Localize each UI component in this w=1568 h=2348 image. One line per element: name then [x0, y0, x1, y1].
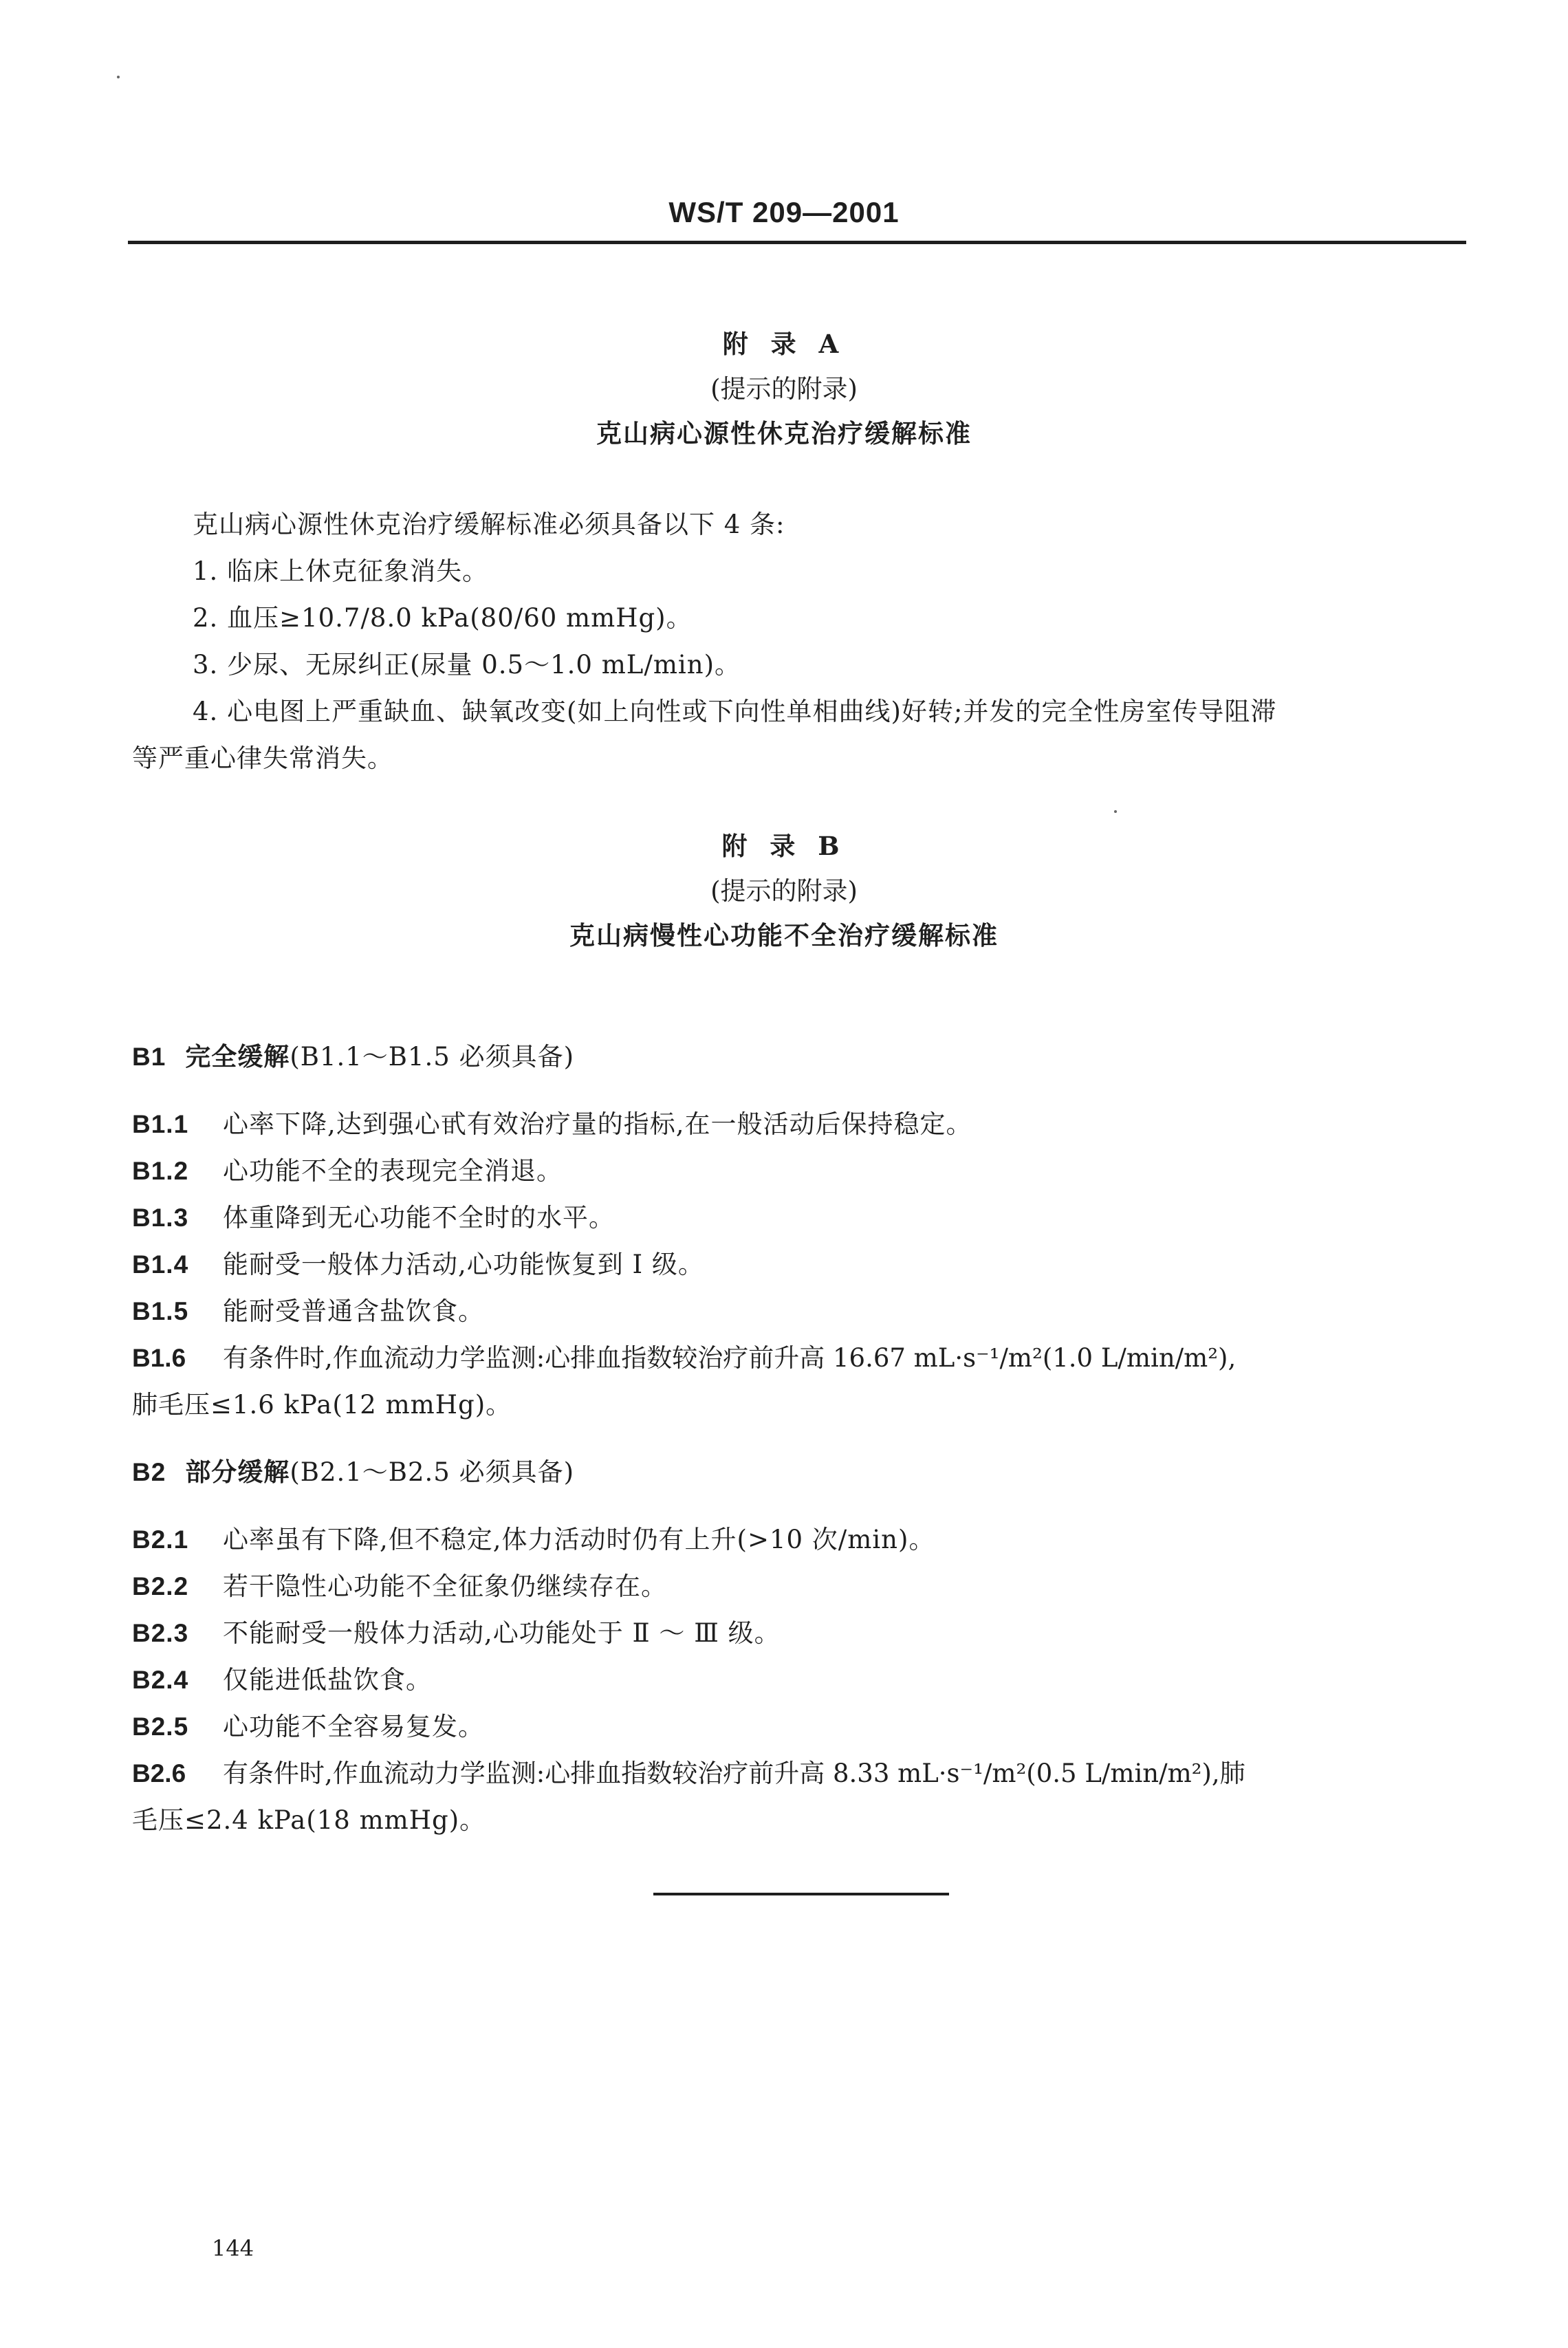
section-b1-number: B1: [132, 1043, 166, 1071]
section-b1-title: 完全缓解: [185, 1041, 290, 1072]
clause-b1-3: [132, 1197, 615, 1234]
clause-text: 心功能不全容易复发。: [223, 1712, 484, 1741]
annex-a-item-2: 2. 血压≥10.7/8.0 kPa(80/60 mmHg)。: [193, 603, 693, 633]
annex-a-item-4: 4. 心电图上严重缺血、缺氧改变(如上向性或下向性单相曲线)好转;并发的完全性房室传导阻滞: [193, 697, 1277, 726]
clause-b1-6-continuation: 肺毛压≤1.6 kPa(12 mmHg)。: [132, 1390, 512, 1420]
clause-number: B1.3: [132, 1204, 189, 1232]
annex-a-item-3: 3. 少尿、无尿纠正(尿量 0.5～1.0 mL/min)。: [193, 650, 741, 680]
clause-b2-3: [132, 1612, 781, 1649]
clause-b2-1: [132, 1519, 935, 1556]
clause-text: 心功能不全的表现完全消退。: [223, 1156, 563, 1186]
end-rule: [653, 1893, 949, 1895]
clause-b1-6: [132, 1337, 1236, 1374]
scan-speck: [1114, 810, 1117, 813]
annex-b-note: (提示的附录): [710, 876, 858, 906]
clause-number: B2.1: [132, 1525, 189, 1554]
page-number: 144: [212, 2235, 254, 2261]
clause-b1-1: [132, 1103, 972, 1140]
clause-text: 不能耐受一般体力活动,心功能处于 Ⅱ ～ Ⅲ 级。: [223, 1618, 781, 1648]
section-b2-heading: [132, 1451, 574, 1488]
section-b2-number: B2: [132, 1458, 166, 1486]
clause-number: B1.4: [132, 1250, 189, 1279]
clause-number: B1.2: [132, 1157, 189, 1185]
annex-b-title: 克山病慢性心功能不全治疗缓解标准: [569, 920, 999, 950]
clause-b1-4: [132, 1243, 704, 1281]
clause-b2-6-continuation: 毛压≤2.4 kPa(18 mmHg)。: [132, 1805, 486, 1835]
clause-text: 有条件时,作血流动力学监测:心排血指数较治疗前升高 8.33 mL·s⁻¹/m²(0.5 L/min/m²),肺: [223, 1759, 1245, 1788]
annex-a-item-1: 1. 临床上休克征象消失。: [193, 556, 489, 586]
section-b1-condition: (B1.1～B1.5 必须具备): [290, 1042, 575, 1072]
clause-b1-5: [132, 1290, 484, 1327]
clause-text: 若干隐性心功能不全征象仍继续存在。: [223, 1572, 667, 1601]
annex-a-intro: 克山病心源性休克治疗缓解标准必须具备以下 4 条:: [193, 510, 785, 539]
clause-text: 能耐受普通含盐饮食。: [223, 1296, 484, 1326]
clause-number: B2.2: [132, 1572, 189, 1600]
clause-b2-6: [132, 1752, 1245, 1790]
clause-text: 心率下降,达到强心甙有效治疗量的指标,在一般活动后保持稳定。: [223, 1109, 972, 1139]
annex-a-label: 附 录 A: [722, 329, 846, 359]
clause-text: 心率虽有下降,但不稳定,体力活动时仍有上升(>10 次/min)。: [223, 1525, 935, 1554]
scan-speck: [117, 76, 120, 78]
clause-number: B2.6: [132, 1759, 186, 1787]
clause-text: 体重降到无心功能不全时的水平。: [223, 1203, 615, 1232]
annex-a-note: (提示的附录): [710, 374, 858, 404]
section-b2-condition: (B2.1～B2.5 必须具备): [290, 1457, 575, 1487]
standard-code: WS/T 209—2001: [668, 196, 900, 228]
clause-number: B2.4: [132, 1666, 189, 1694]
clause-number: B2.5: [132, 1713, 189, 1741]
clause-b2-4: [132, 1659, 432, 1696]
section-b2-title: 部分缓解: [185, 1457, 290, 1487]
clause-number: B1.5: [132, 1297, 189, 1325]
section-b1-heading: [132, 1036, 574, 1073]
annex-a-item-4-continuation: 等严重心律失常消失。: [132, 743, 393, 773]
clause-text: 能耐受一般体力活动,心功能恢复到 I 级。: [223, 1250, 704, 1279]
clause-number: B1.1: [132, 1110, 189, 1138]
clause-number: B1.6: [132, 1344, 186, 1372]
clause-text: 仅能进低盐饮食。: [223, 1665, 432, 1695]
annex-a-title: 克山病心源性休克治疗缓解标准: [596, 418, 972, 448]
clause-b2-5: [132, 1706, 484, 1743]
annex-b-label: 附 录 B: [721, 831, 847, 861]
header-rule: [128, 241, 1466, 244]
clause-b2-2: [132, 1565, 667, 1602]
clause-b1-2: [132, 1150, 563, 1187]
clause-number: B2.3: [132, 1619, 189, 1647]
clause-text: 有条件时,作血流动力学监测:心排血指数较治疗前升高 16.67 mL·s⁻¹/m²(1.0 L/min/m²),: [223, 1343, 1237, 1373]
